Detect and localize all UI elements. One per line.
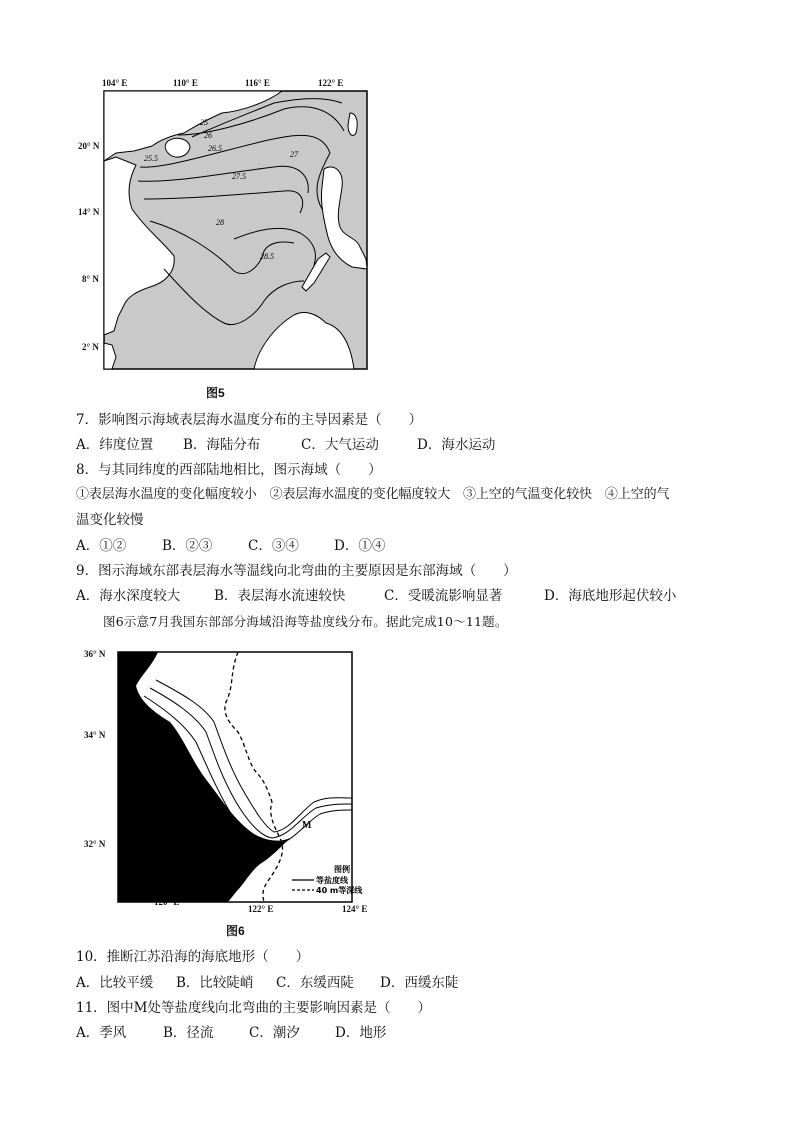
- q8-option-a[interactable]: A．①②: [76, 538, 127, 554]
- isotherm-label-27-5: 27.5: [232, 172, 246, 181]
- land-taiwan: [348, 113, 357, 135]
- figure-5: [78, 74, 378, 379]
- lon-label-122: 122° E: [248, 904, 274, 914]
- q10-option-c[interactable]: C．东缓西陡: [276, 975, 354, 991]
- isotherm-label-27: 27: [290, 150, 298, 159]
- point-m: M: [302, 820, 312, 831]
- lon-label-116: 116° E: [245, 78, 270, 88]
- q9-option-c[interactable]: C．受暖流影响显著: [384, 588, 503, 604]
- question-8-statements-2: 温变化较慢: [76, 512, 144, 528]
- lat-label-34: 34° N: [84, 730, 106, 740]
- isotherm-label-28-5: 28.5: [260, 252, 274, 261]
- q7-option-d[interactable]: D．海水运动: [417, 437, 496, 453]
- lon-label-110: 110° E: [173, 78, 198, 88]
- figure-6-caption: 图6: [226, 924, 245, 938]
- question-9-stem: 9．图示海域东部表层海水等温线向北弯曲的主要原因是东部海域（ ）: [76, 563, 517, 579]
- lat-label-2: 2° N: [82, 342, 99, 352]
- lat-label-36: 36° N: [84, 649, 106, 659]
- question-8-stem: 8．与其同纬度的西部陆地相比，图示海域（ ）: [76, 462, 382, 478]
- q10-option-a[interactable]: A．比较平缓: [76, 975, 154, 991]
- legend-title: 图例: [334, 865, 350, 874]
- question-11-stem: 11．图中M处等盐度线向北弯曲的主要影响因素是（ ）: [76, 1000, 432, 1016]
- q10-option-d[interactable]: D．西缓东陡: [380, 975, 459, 991]
- q9-option-d[interactable]: D．海底地形起伏较小: [544, 588, 677, 604]
- q9-option-b[interactable]: B．表层海水流速较快: [214, 588, 346, 604]
- q7-option-c[interactable]: C．大气运动: [301, 437, 379, 453]
- q8-option-d[interactable]: D．①④: [334, 538, 386, 554]
- question-8-statements-1: ①表层海水温度的变化幅度较小 ②表层海水温度的变化幅度较大 ③上空的气温变化较快 ④上空的气: [76, 487, 670, 502]
- isotherm-label-26-5: 26.5: [208, 144, 222, 153]
- q11-option-d[interactable]: D．地形: [335, 1025, 387, 1041]
- q8-option-c[interactable]: C．③④: [248, 538, 299, 554]
- q9-option-a[interactable]: A．海水深度较大: [76, 588, 181, 604]
- isotherm-label-26: 26: [204, 131, 212, 140]
- isotherm-label-25-5: 25.5: [144, 154, 158, 163]
- figure-5-caption: 图5: [206, 386, 225, 400]
- question-10-stem: 10．推断江苏沿海的海底地形（ ）: [76, 949, 310, 965]
- q11-option-a[interactable]: A．季风: [76, 1025, 127, 1041]
- lat-label-8: 8° N: [82, 274, 99, 284]
- lat-label-32: 32° N: [84, 839, 106, 849]
- lon-label-124: 124° E: [342, 904, 368, 914]
- salinity-map: [118, 652, 363, 902]
- lon-label-104: 104° E: [102, 78, 128, 88]
- figure-6-intro: 图6示意7月我国东部部分海域沿海等盐度线分布。据此完成10～11题。: [103, 614, 508, 629]
- figure-6: [78, 642, 458, 922]
- isotherm-label-25: 25: [200, 118, 208, 127]
- question-11-options: [76, 1022, 386, 1044]
- q7-option-a[interactable]: A．纬度位置: [76, 437, 154, 453]
- q7-option-b[interactable]: B．海陆分布: [183, 437, 261, 453]
- q10-option-b[interactable]: B．比较陡峭: [176, 975, 254, 991]
- land-hainan: [165, 138, 190, 157]
- question-7-stem: 7．影响图示海域表层海水温度分布的主导因素是（ ）: [76, 412, 423, 428]
- q11-option-c[interactable]: C．潮汐: [249, 1025, 300, 1041]
- sea-temperature-map: [104, 91, 367, 369]
- question-7-options: [76, 434, 495, 456]
- q8-option-b[interactable]: B．②③: [162, 538, 213, 554]
- lat-label-20: 20° N: [78, 141, 100, 151]
- question-9-options: [76, 585, 676, 607]
- lat-label-14: 14° N: [78, 207, 100, 217]
- isotherm-label-28: 28: [216, 218, 224, 227]
- legend-isobath: 40 m等深线: [316, 886, 363, 895]
- question-8-options: [76, 535, 385, 557]
- q11-option-b[interactable]: B．径流: [163, 1025, 214, 1041]
- question-10-options: [76, 972, 458, 994]
- legend-salinity: 等盐度线: [316, 876, 348, 885]
- lon-label-122: 122° E: [318, 78, 344, 88]
